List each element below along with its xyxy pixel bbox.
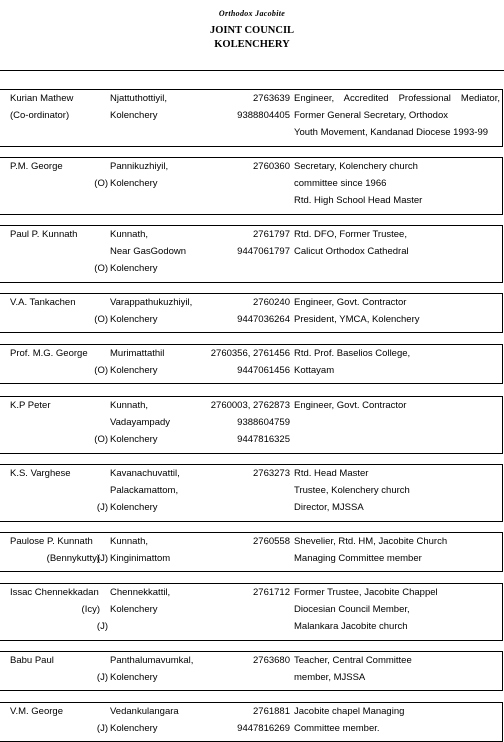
phone-number: 2760356, 2761456: [210, 348, 290, 359]
detail-line: Malankara Jacobite church: [294, 621, 408, 632]
member-entry: [0, 396, 503, 454]
church-affiliation: (J): [96, 621, 108, 632]
church-affiliation: (J): [96, 723, 108, 734]
detail-line: Rtd. Prof. Baselios College,: [294, 348, 411, 359]
member-name: Prof. M.G. George: [10, 348, 88, 359]
member-entry: [0, 532, 503, 572]
phone-number: 2761881: [253, 706, 290, 717]
address-line: Kolenchery: [110, 263, 158, 274]
phone-number: 2760003, 2762873: [210, 400, 290, 411]
church-affiliation: (O): [94, 178, 108, 189]
church-affiliation: (J): [96, 553, 108, 564]
address-line: Kinginimattom: [110, 553, 171, 564]
detail-line: Director, MJSSA: [294, 502, 364, 513]
member-name: Babu Paul: [10, 655, 54, 666]
detail-line: Managing Committee member: [294, 553, 422, 564]
detail-line: President, YMCA, Kolenchery: [294, 314, 420, 325]
address-line: Kolenchery: [110, 672, 158, 683]
phone-number: 2763639: [253, 93, 290, 104]
member-name: P.M. George: [10, 161, 63, 172]
detail-line: Calicut Orthodox Cathedral: [294, 246, 409, 257]
detail-line: Shevelier, Rtd. HM, Jacobite Church: [294, 536, 448, 547]
detail-line: Engineer, Govt. Contractor: [294, 297, 407, 308]
top-divider: [0, 70, 504, 71]
address-line: Kolenchery: [110, 502, 158, 513]
page-subtitle: KOLENCHERY: [214, 39, 290, 50]
detail-line: member, MJSSA: [294, 672, 366, 683]
address-line: Near GasGodown: [110, 246, 187, 257]
phone-number: 2760240: [253, 297, 290, 308]
phone-number: 2760360: [253, 161, 290, 172]
member-name: V.M. George: [10, 706, 63, 717]
church-affiliation: (J): [96, 502, 108, 513]
church-affiliation: (O): [94, 263, 108, 274]
detail-line: Committee member.: [294, 723, 380, 734]
address-line: Panthalumavumkal,: [110, 655, 194, 666]
member-entry: [0, 344, 503, 384]
member-nickname: (Icy): [81, 604, 100, 615]
detail-line: Rtd. High School Head Master: [294, 195, 423, 206]
phone-number: 2763680: [253, 655, 290, 666]
address-line: Kolenchery: [110, 434, 158, 445]
phone-number: 9447036264: [237, 314, 290, 325]
address-line: Kolenchery: [110, 178, 158, 189]
address-line: Chennekkattil,: [110, 587, 171, 598]
church-affiliation: (O): [94, 365, 108, 376]
detail-line: Teacher, Central Committee: [294, 655, 412, 666]
address-line: Vedankulangara: [110, 706, 179, 717]
detail-line: Rtd. DFO, Former Trustee,: [294, 229, 407, 240]
detail-line: committee since 1966: [294, 178, 387, 189]
member-entry: [0, 464, 503, 522]
member-entry: [0, 702, 503, 742]
member-name: K.P Peter: [10, 400, 51, 411]
member-entry: [0, 89, 503, 147]
address-line: Kolenchery: [110, 110, 158, 121]
phone-number: 2760558: [253, 536, 290, 547]
member-entry: [0, 225, 503, 283]
detail-line: Former Trustee, Jacobite Chappel: [294, 587, 438, 598]
member-name: Issac Chennekkadan: [10, 587, 99, 598]
phone-number: 9447816269: [237, 723, 290, 734]
member-name: Paulose P. Kunnath: [10, 536, 93, 547]
church-affiliation: (O): [94, 434, 108, 445]
phone-number: 9388804405: [237, 110, 290, 121]
phone-number: 9447061797: [237, 246, 290, 257]
address-line: Palackamattom,: [110, 485, 179, 496]
detail-line: Rtd. Head Master: [294, 468, 369, 479]
address-line: Kolenchery: [110, 365, 158, 376]
member-name: K.S. Varghese: [10, 468, 71, 479]
address-line: Kunnath,: [110, 536, 149, 547]
phone-number: 2763273: [253, 468, 290, 479]
detail-line: Jacobite chapel Managing: [294, 706, 405, 717]
address-line: Kunnath,: [110, 229, 149, 240]
member-name: Kurian Mathew: [10, 93, 74, 104]
member-nickname: (Bennykutty): [46, 553, 100, 564]
brand-logo-text: Orthodox Jacobite: [218, 9, 286, 18]
address-line: Pannikuzhiyil,: [110, 161, 169, 172]
address-line: Kunnath,: [110, 400, 149, 411]
member-name: V.A. Tankachen: [10, 297, 76, 308]
page-title: JOINT COUNCIL: [209, 25, 295, 36]
member-entry: [0, 293, 503, 333]
detail-line: Engineer, Accredited Professional Mediator,: [294, 93, 500, 104]
member-name: Paul P. Kunnath: [10, 229, 78, 240]
phone-number: 9388604759: [237, 417, 290, 428]
address-line: Murimattathil: [110, 348, 165, 359]
address-line: Kolenchery: [110, 314, 158, 325]
detail-line: Diocesian Council Member,: [294, 604, 410, 615]
member-entry: [0, 157, 503, 215]
phone-number: 2761712: [253, 587, 290, 598]
address-line: Varappathukuzhiyil,: [110, 297, 193, 308]
phone-number: 9447061456: [237, 365, 290, 376]
detail-line: Kottayam: [294, 365, 335, 376]
church-affiliation: (O): [94, 314, 108, 325]
detail-line: Former General Secretary, Orthodox: [294, 110, 448, 121]
church-affiliation: (J): [96, 672, 108, 683]
phone-number: 9447816325: [237, 434, 290, 445]
address-line: Kolenchery: [110, 723, 158, 734]
detail-line: Secretary, Kolenchery church: [294, 161, 418, 172]
detail-line: Youth Movement, Kandanad Diocese 1993-99: [294, 127, 489, 138]
detail-line: Engineer, Govt. Contractor: [294, 400, 407, 411]
address-line: Kolenchery: [110, 604, 158, 615]
address-line: Njattuthottiyil,: [110, 93, 168, 104]
member-entry: [0, 651, 503, 691]
address-line: Vadayampady: [110, 417, 171, 428]
detail-line: Trustee, Kolenchery church: [294, 485, 410, 496]
address-line: Kavanachuvattil,: [110, 468, 180, 479]
phone-number: 2761797: [253, 229, 290, 240]
member-role: (Co-ordinator): [10, 110, 70, 121]
member-entry: [0, 583, 503, 641]
